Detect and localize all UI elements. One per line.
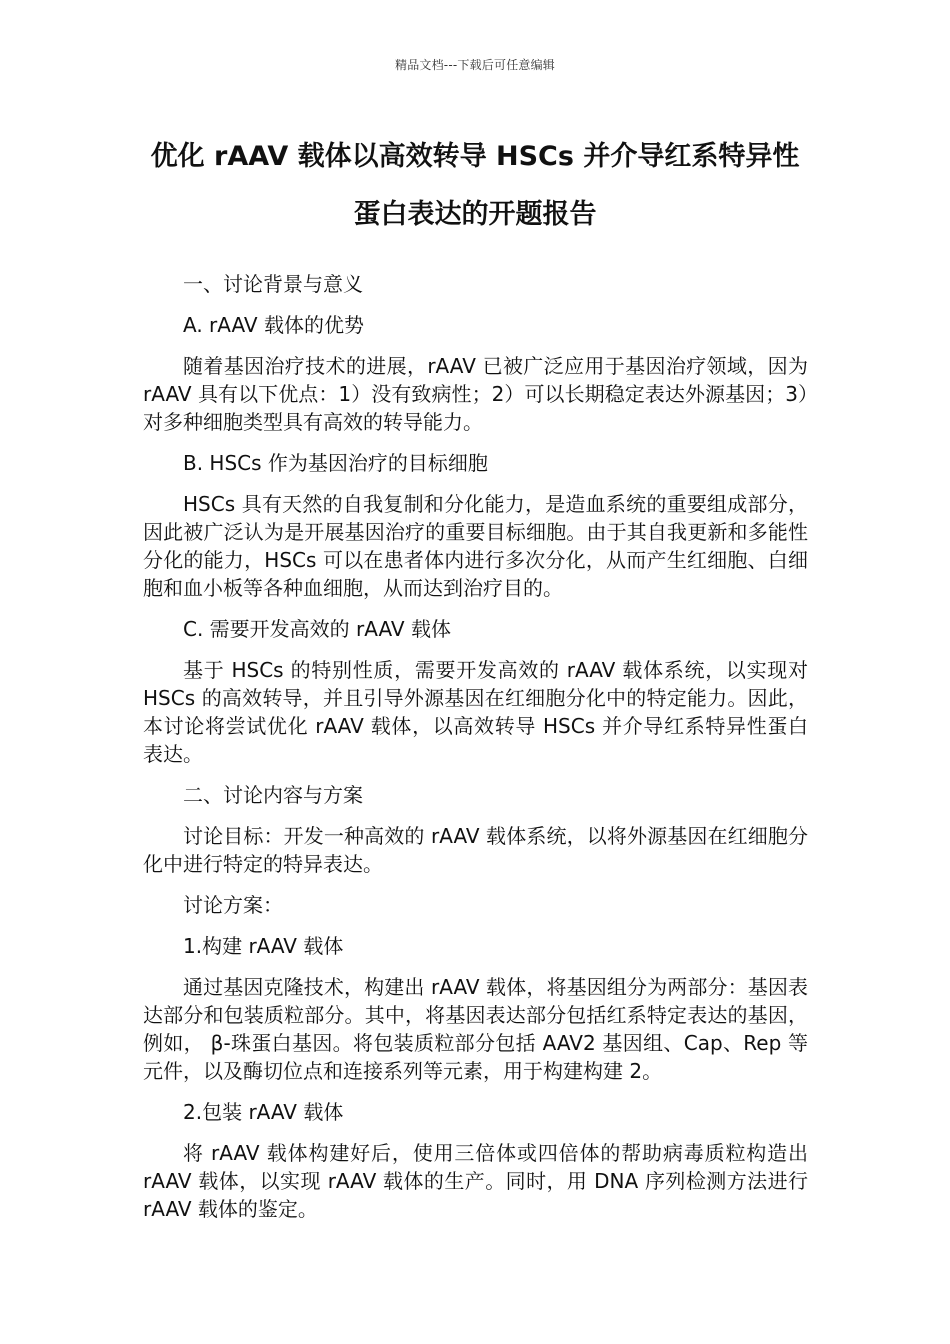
step-heading: 1.构建 rAAV 载体 xyxy=(183,934,344,958)
document-title xyxy=(100,128,850,244)
document-body xyxy=(143,270,808,1236)
body-paragraph: HSCs 具有天然的自我复制和分化能力，是造血系统的重要组成部分，因此被广泛认为是开展基因治疗的重要目标细胞。由于其自我更新和多能性分化的能力，HSCs 可以在患者体内进行多次分化，从而产生红细胞、白细胞和血小板等各种血细胞，从而达到治疗目的。 xyxy=(143,492,808,600)
title-line-2: 蛋白表达的开题报告 xyxy=(353,199,597,230)
title-line-1: 优化 rAAV 载体以高效转导 HSCs 并介导红系特异性 xyxy=(150,141,800,172)
body-paragraph: 通过基因克隆技术，构建出 rAAV 载体，将基因组分为两部分：基因表达部分和包装质粒部分。其中，将基因表达部分包括红系特定表达的基因，例如， β-珠蛋白基因。将包装质粒部分包括 AAV2 基因组、Cap、Rep 等元件，以及酶切位点和连接系列等元素，用于构建构建 2。 xyxy=(143,975,808,1083)
body-paragraph: 随着基因治疗技术的进展，rAAV 已被广泛应用于基因治疗领域，因为 rAAV 具有以下优点：1）没有致病性；2）可以长期稳定表达外源基因；3）对多种细胞类型具有高效的转导能力。 xyxy=(143,354,808,434)
section-heading: 一、讨论背景与意义 xyxy=(183,272,363,296)
subsection-heading: C. 需要开发高效的 rAAV 载体 xyxy=(183,617,451,641)
subsection-heading: B. HSCs 作为基因治疗的目标细胞 xyxy=(183,451,488,475)
body-paragraph: 基于 HSCs 的特别性质，需要开发高效的 rAAV 载体系统，以实现对 HSCs 的高效转导，并且引导外源基因在红细胞分化中的特定能力。因此，本讨论将尝试优化 rAAV 载体，以高效转导 HSCs 并介导红系特异性蛋白表达。 xyxy=(143,658,808,766)
body-paragraph: 将 rAAV 载体构建好后，使用三倍体或四倍体的帮助病毒质粒构造出 rAAV 载体，以实现 rAAV 载体的生产。同时，用 DNA 序列检测方法进行 rAAV 载体的鉴定。 xyxy=(143,1141,808,1221)
header-note: 精品文档---下载后可任意编辑 xyxy=(395,58,555,72)
subsection-heading: A. rAAV 载体的优势 xyxy=(183,313,364,337)
plan-heading: 讨论方案： xyxy=(183,893,283,917)
body-paragraph: 讨论目标：开发一种高效的 rAAV 载体系统，以将外源基因在红细胞分化中进行特定的特异表达。 xyxy=(143,824,808,876)
step-heading: 2.包装 rAAV 载体 xyxy=(183,1100,344,1124)
section-heading: 二、讨论内容与方案 xyxy=(183,783,363,807)
